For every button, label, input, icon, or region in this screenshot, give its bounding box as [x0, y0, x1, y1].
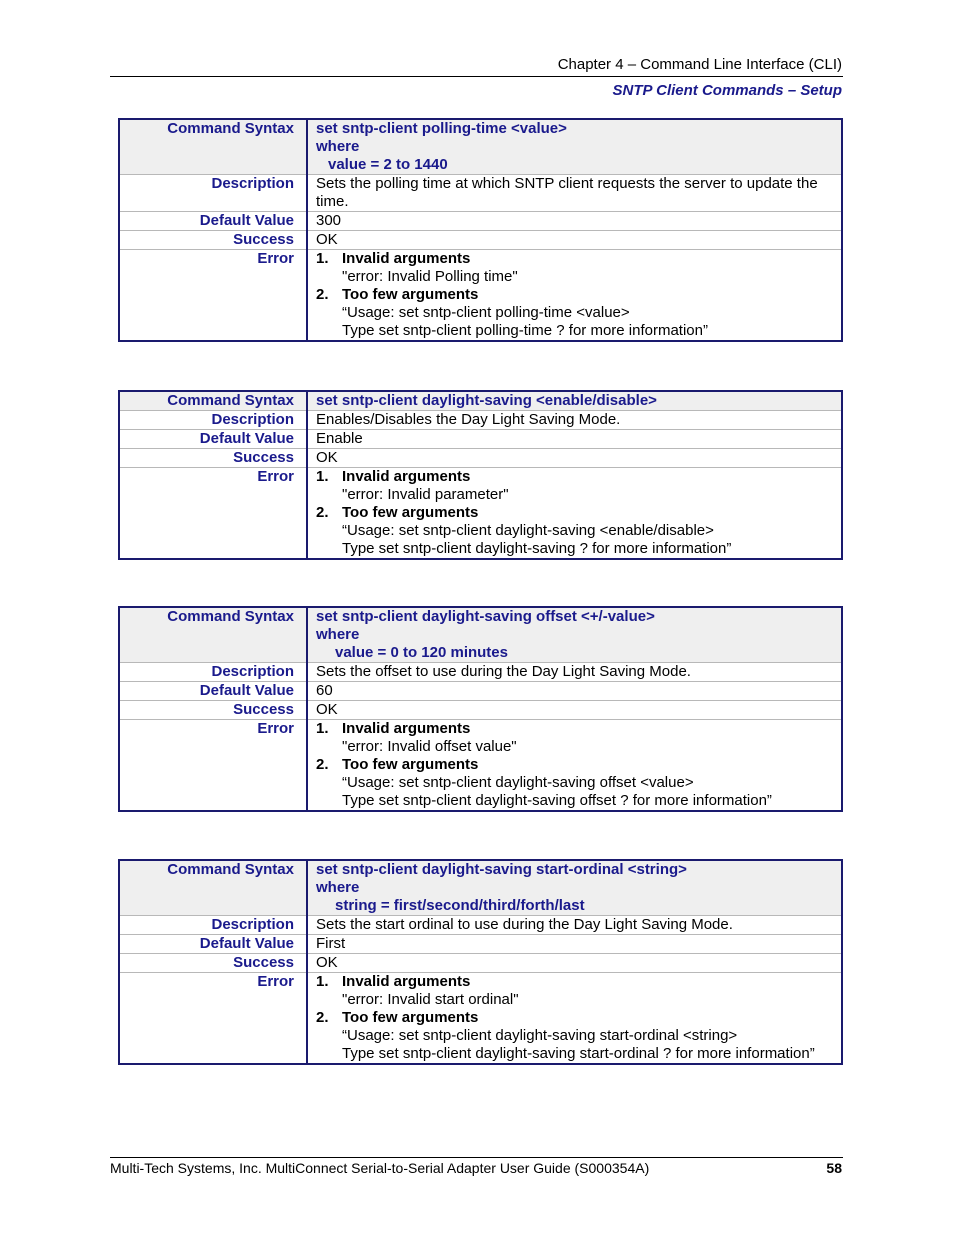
- description-value: [307, 175, 842, 212]
- error-message: Type set sntp-client polling-time ? for more information”: [342, 322, 708, 339]
- default-value: Enable: [307, 430, 842, 449]
- default-label: Default Value: [119, 212, 307, 231]
- error-number: 2.: [316, 286, 329, 303]
- syntax-command: set sntp-client daylight-saving <enable/disable>: [316, 392, 657, 409]
- syntax-param: value = 2 to 1440: [328, 156, 448, 173]
- syntax-param: value = 0 to 120 minutes: [335, 644, 508, 661]
- error-message: Type set sntp-client daylight-saving start-ordinal ? for more information”: [342, 1045, 815, 1062]
- success-value: OK: [307, 954, 842, 973]
- error-number: 2.: [316, 504, 329, 521]
- syntax-command: set sntp-client daylight-saving start-ordinal <string>: [316, 861, 687, 878]
- error-title: Invalid arguments: [342, 468, 471, 485]
- footer-text: Multi-Tech Systems, Inc. MultiConnect Serial-to-Serial Adapter User Guide (S000354A): [110, 1160, 650, 1176]
- command-table-polling-time: [118, 118, 843, 342]
- error-message: "error: Invalid offset value": [342, 738, 517, 755]
- syntax-where: where: [316, 879, 360, 896]
- default-label: Default Value: [119, 935, 307, 954]
- error-message: "error: Invalid parameter": [342, 486, 509, 503]
- command-table-daylight-offset: [118, 606, 843, 812]
- error-title: Too few arguments: [342, 1009, 479, 1026]
- error-value: [307, 250, 842, 342]
- error-label: Error: [119, 250, 307, 342]
- default-label: Default Value: [119, 430, 307, 449]
- header-rule: [110, 76, 843, 77]
- success-label: Success: [119, 449, 307, 468]
- error-number: 1.: [316, 468, 329, 485]
- error-message: Type set sntp-client daylight-saving offset ? for more information”: [342, 792, 772, 809]
- success-label: Success: [119, 231, 307, 250]
- syntax-value: [307, 607, 842, 663]
- default-value: 300: [307, 212, 842, 231]
- error-label: Error: [119, 468, 307, 560]
- command-table-daylight-saving: [118, 390, 843, 560]
- default-value: First: [307, 935, 842, 954]
- section-heading: SNTP Client Commands – Setup: [612, 82, 842, 99]
- syntax-value: [307, 119, 842, 175]
- error-message: “Usage: set sntp-client polling-time <value>: [342, 304, 630, 321]
- error-value: [307, 720, 842, 812]
- chapter-heading: Chapter 4 – Command Line Interface (CLI): [557, 56, 842, 73]
- success-value: OK: [307, 231, 842, 250]
- error-value: [307, 468, 842, 560]
- syntax-command: set sntp-client polling-time <value>: [316, 120, 567, 137]
- error-title: Invalid arguments: [342, 250, 471, 267]
- command-table-start-ordinal: [118, 859, 843, 1065]
- description-label: Description: [119, 175, 307, 212]
- syntax-label: Command Syntax: [119, 607, 307, 663]
- error-message: “Usage: set sntp-client daylight-saving offset <value>: [342, 774, 694, 791]
- description-line: Sets the polling time at which SNTP client requests the server to update the: [316, 175, 818, 192]
- error-label: Error: [119, 973, 307, 1065]
- success-value: OK: [307, 449, 842, 468]
- success-label: Success: [119, 701, 307, 720]
- error-title: Invalid arguments: [342, 720, 471, 737]
- error-number: 1.: [316, 720, 329, 737]
- error-message: “Usage: set sntp-client daylight-saving start-ordinal <string>: [342, 1027, 738, 1044]
- syntax-label: Command Syntax: [119, 119, 307, 175]
- page-number: 58: [826, 1160, 842, 1176]
- success-label: Success: [119, 954, 307, 973]
- error-title: Too few arguments: [342, 504, 479, 521]
- description-value: Sets the start ordinal to use during the Day Light Saving Mode.: [307, 916, 842, 935]
- error-title: Too few arguments: [342, 756, 479, 773]
- error-message: “Usage: set sntp-client daylight-saving <enable/disable>: [342, 522, 714, 539]
- description-label: Description: [119, 411, 307, 430]
- error-value: [307, 973, 842, 1065]
- description-value: Sets the offset to use during the Day Light Saving Mode.: [307, 663, 842, 682]
- footer-rule: [110, 1157, 843, 1158]
- description-label: Description: [119, 916, 307, 935]
- syntax-label: Command Syntax: [119, 860, 307, 916]
- error-message: Type set sntp-client daylight-saving ? for more information”: [342, 540, 732, 557]
- syntax-value: [307, 391, 842, 411]
- description-label: Description: [119, 663, 307, 682]
- syntax-label: Command Syntax: [119, 391, 307, 411]
- error-title: Too few arguments: [342, 286, 479, 303]
- error-message: "error: Invalid start ordinal": [342, 991, 519, 1008]
- error-number: 1.: [316, 250, 329, 267]
- syntax-value: [307, 860, 842, 916]
- error-number: 2.: [316, 1009, 329, 1026]
- default-label: Default Value: [119, 682, 307, 701]
- syntax-where: where: [316, 626, 360, 643]
- description-value: Enables/Disables the Day Light Saving Mode.: [307, 411, 842, 430]
- error-number: 1.: [316, 973, 329, 990]
- error-number: 2.: [316, 756, 329, 773]
- default-value: 60: [307, 682, 842, 701]
- syntax-param: string = first/second/third/forth/last: [335, 897, 585, 914]
- error-message: "error: Invalid Polling time": [342, 268, 518, 285]
- success-value: OK: [307, 701, 842, 720]
- error-title: Invalid arguments: [342, 973, 471, 990]
- syntax-command: set sntp-client daylight-saving offset <+/-value>: [316, 608, 655, 625]
- description-line: time.: [316, 193, 349, 210]
- error-label: Error: [119, 720, 307, 812]
- syntax-where: where: [316, 138, 360, 155]
